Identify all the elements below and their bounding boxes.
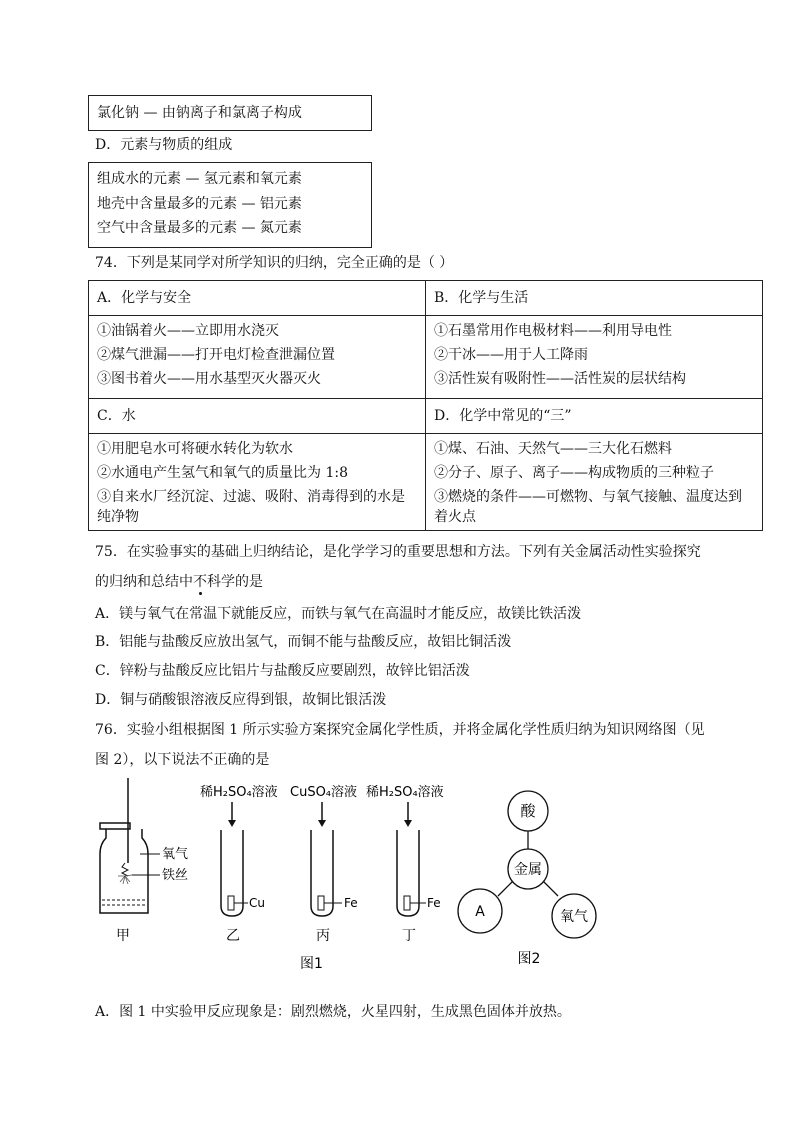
list-item: ③燃烧的条件——可燃物、与氧气接触、温度达到着火点 [434, 489, 742, 525]
question-75-stem-line2 [95, 572, 263, 592]
option-d-label: D．元素与物质的组成 [95, 137, 233, 153]
cell-c-items [89, 434, 426, 531]
box-line: 地壳中含量最多的元素 — 铝元素 [97, 196, 302, 212]
question-75-option-d: D．铜与硝酸银溶液反应得到银，故铜比银活泼 [95, 692, 387, 708]
reagent-label: CuSO₄溶液 [290, 785, 358, 800]
node-acid-label: 酸 [520, 802, 536, 820]
list-item: ①石墨常用作电极材料——利用导电性 [434, 323, 672, 339]
test-tube-yi [200, 784, 278, 944]
question-76-stem-line2: 图 2），以下说法不正确的是 [95, 752, 270, 768]
list-item: ②干冰——用于人工降雨 [434, 347, 588, 363]
question-74-stem: 74．下列是某同学对所学知识的归纳，完全正确的是（ ） [95, 255, 454, 271]
cell-d-head: D．化学中常见的“三” [426, 399, 763, 434]
label-oxygen: 氧气 [162, 847, 189, 862]
box-sodium-chloride [88, 95, 372, 131]
figure-1-caption: 图1 [300, 956, 323, 972]
metal-label: Cu [249, 896, 265, 910]
cell-c-head: C．水 [89, 399, 426, 434]
label-yi: 乙 [226, 928, 240, 944]
box-line: 组成水的元素 — 氢元素和氧元素 [97, 171, 302, 187]
reagent-label: 稀H₂SO₄溶液 [366, 785, 444, 800]
metal-label: Fe [344, 896, 358, 910]
list-item: ②水通电产生氢气和氧气的质量比为 1:8 [97, 465, 348, 481]
box-line: 氯化钠 — 由钠离子和氯离子构成 [97, 105, 302, 121]
gas-jar-diagram [100, 778, 188, 944]
question-75-stem-line1: 75．在实验事实的基础上归纳结论，是化学学习的重要思想和方法。下列有关金属活动性实验探究 [95, 544, 701, 560]
list-item: ①用肥皂水可将硬水转化为软水 [97, 441, 293, 457]
question-75-option-a: A．镁与氧气在常温下就能反应，而铁与氧气在高温时才能反应，故镁比铁活泼 [95, 606, 582, 622]
figure-2-caption: 图2 [517, 951, 541, 967]
label-jia: 甲 [116, 928, 130, 944]
label-ding: 丁 [402, 928, 416, 944]
cell-a-head: A．化学与安全 [89, 281, 426, 316]
test-tube-ding [366, 784, 444, 944]
label-bing: 丙 [316, 928, 330, 944]
stem-text: 的归纳和总结中 [95, 574, 193, 590]
cell-a-items [89, 316, 426, 399]
list-item: ①煤、石油、天然气——三大化石燃料 [434, 441, 672, 457]
cell-d-items [426, 434, 763, 531]
label-iron-wire: 铁丝 [162, 868, 189, 883]
figure-2-network [455, 780, 615, 970]
cell-b-items [426, 316, 763, 399]
test-tube-bing [290, 784, 358, 944]
list-item: ②煤气泄漏——打开电灯检查泄漏位置 [97, 347, 335, 363]
question-75-option-b: B．铝能与盐酸反应放出氢气，而铜不能与盐酸反应，故铝比铜活泼 [95, 634, 512, 650]
cell-b-head: B．化学与生活 [426, 281, 763, 316]
question-74-table [88, 280, 763, 531]
list-item: ②分子、原子、离子——构成物质的三种粒子 [434, 465, 714, 481]
node-a-label: A [475, 904, 485, 920]
list-item: ①油锅着火——立即用水浇灭 [97, 323, 279, 339]
box-line: 空气中含量最多的元素 — 氮元素 [97, 220, 302, 236]
emphasis-text: 不 [193, 574, 207, 590]
question-76-option-a: A．图 1 中实验甲反应现象是：剧烈燃烧，火星四射，生成黑色固体并放热。 [95, 1004, 571, 1020]
metal-label: Fe [427, 896, 441, 910]
stem-text: 科学的是 [207, 574, 263, 590]
list-item: ③自来水厂经沉淀、过滤、吸附、消毒得到的水是纯净物 [97, 489, 405, 525]
node-metal-label: 金属 [514, 862, 542, 878]
node-oxygen-label: 氧气 [560, 909, 588, 925]
box-element-composition [88, 162, 372, 248]
list-item: ③图书着火——用水基型灭火器灭火 [97, 371, 321, 387]
question-76-stem-line1: 76．实验小组根据图 1 所示实验方案探究金属化学性质，并将金属化学性质归纳为知识网络图（见 [95, 722, 705, 738]
figure-1-apparatus [90, 778, 470, 978]
question-75-option-c: C．锌粉与盐酸反应比铝片与盐酸反应要剧烈，故锌比铝活泼 [95, 663, 470, 679]
reagent-label: 稀H₂SO₄溶液 [200, 785, 278, 800]
list-item: ③活性炭有吸附性——活性炭的层状结构 [434, 371, 686, 387]
